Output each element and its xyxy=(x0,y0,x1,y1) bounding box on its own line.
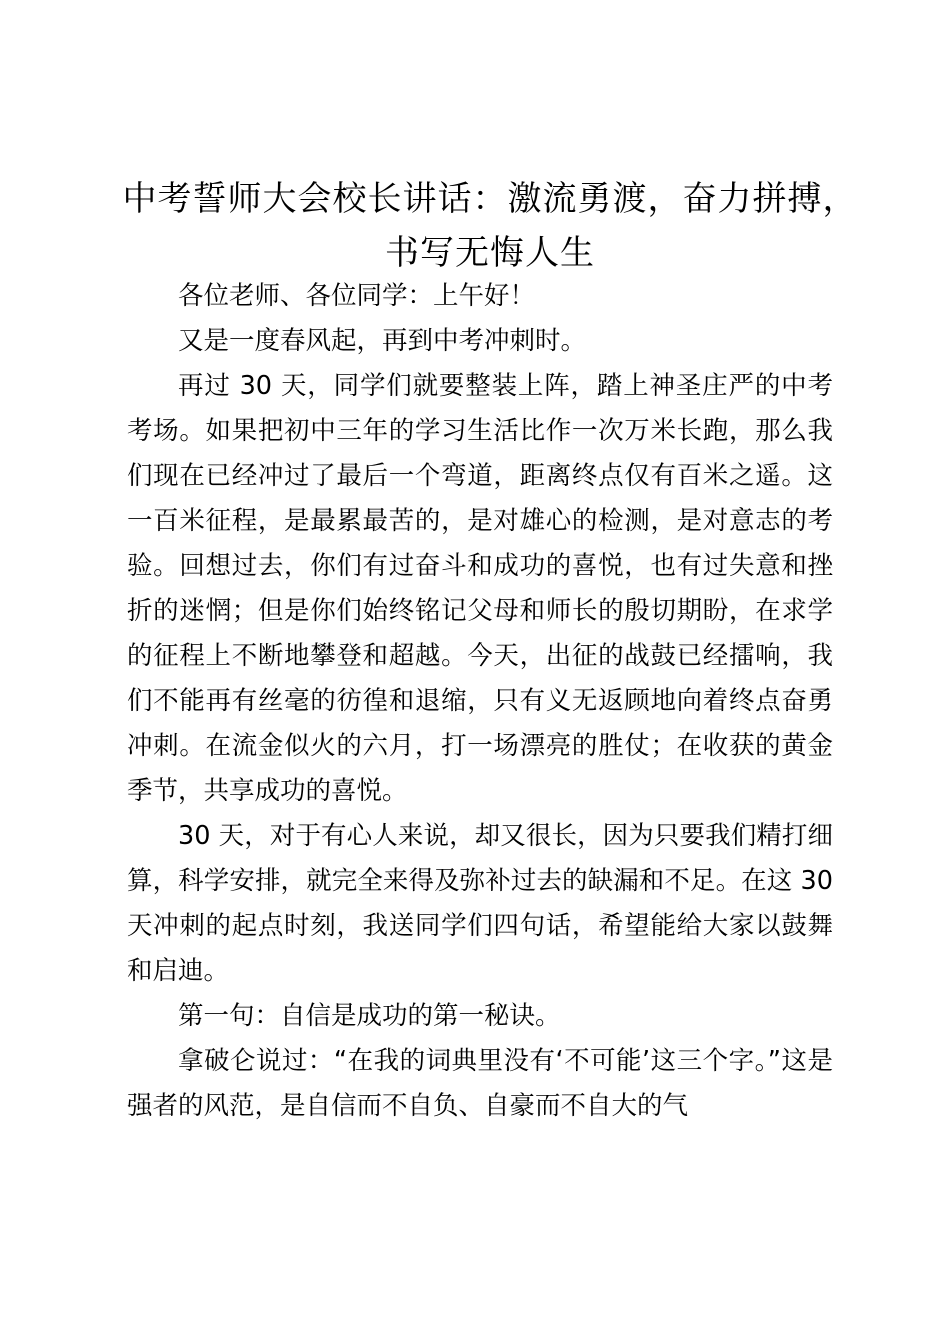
paragraph-opening: 又是一度春风起，再到中考冲刺时。 xyxy=(178,326,587,356)
paragraph-time-planning: 30 天，对于有心人来说，却又很长，因为只要我们精打细算，科学安排，就完全来得及弥补过去的缺漏和不足。在这 30 天冲刺的起点时刻，我送同学们四句话，希望能给大家以鼓舞和启迪。 xyxy=(127,821,833,986)
paragraph-30-days: 再过 30 天，同学们就要整装上阵，踏上神圣庄严的中考考场。如果把初中三年的学习生活比作一次万米长跑，那么我们现在已经冲过了最后一个弯道，距离终点仅有百米之遥。这一百米征程，是最累最苦的，是对雄心的检测，是对意志的考验。回想过去，你们有过奋斗和成功的喜悦，也有过失意和挫折的迷惘；但是你们始终铭记父母和师长的殷切期盼，在求学的征程上不断地攀登和超越。今天，出征的战鼓已经擂响，我们不能再有丝毫的彷徨和退缩，只有义无返顾地向着终点奋勇冲刺。在流金似火的六月，打一场漂亮的胜仗；在收获的黄金季节，共享成功的喜悦。 xyxy=(127,371,833,806)
document-title: 中考誓师大会校长讲话：激流勇渡，奋力拼搏，书写无悔人生 xyxy=(122,179,858,273)
document-body xyxy=(127,274,833,1129)
paragraph-greeting: 各位老师、各位同学：上午好！ xyxy=(178,281,536,311)
paragraph-first-sentence: 第一句：自信是成功的第一秘诀。 xyxy=(178,1001,561,1031)
paragraph-napoleon-quote: 拿破仑说过：“在我的词典里没有‘不可能’这三个字。”这是强者的风范，是自信而不自负、自豪而不自大的气 xyxy=(127,1046,833,1121)
